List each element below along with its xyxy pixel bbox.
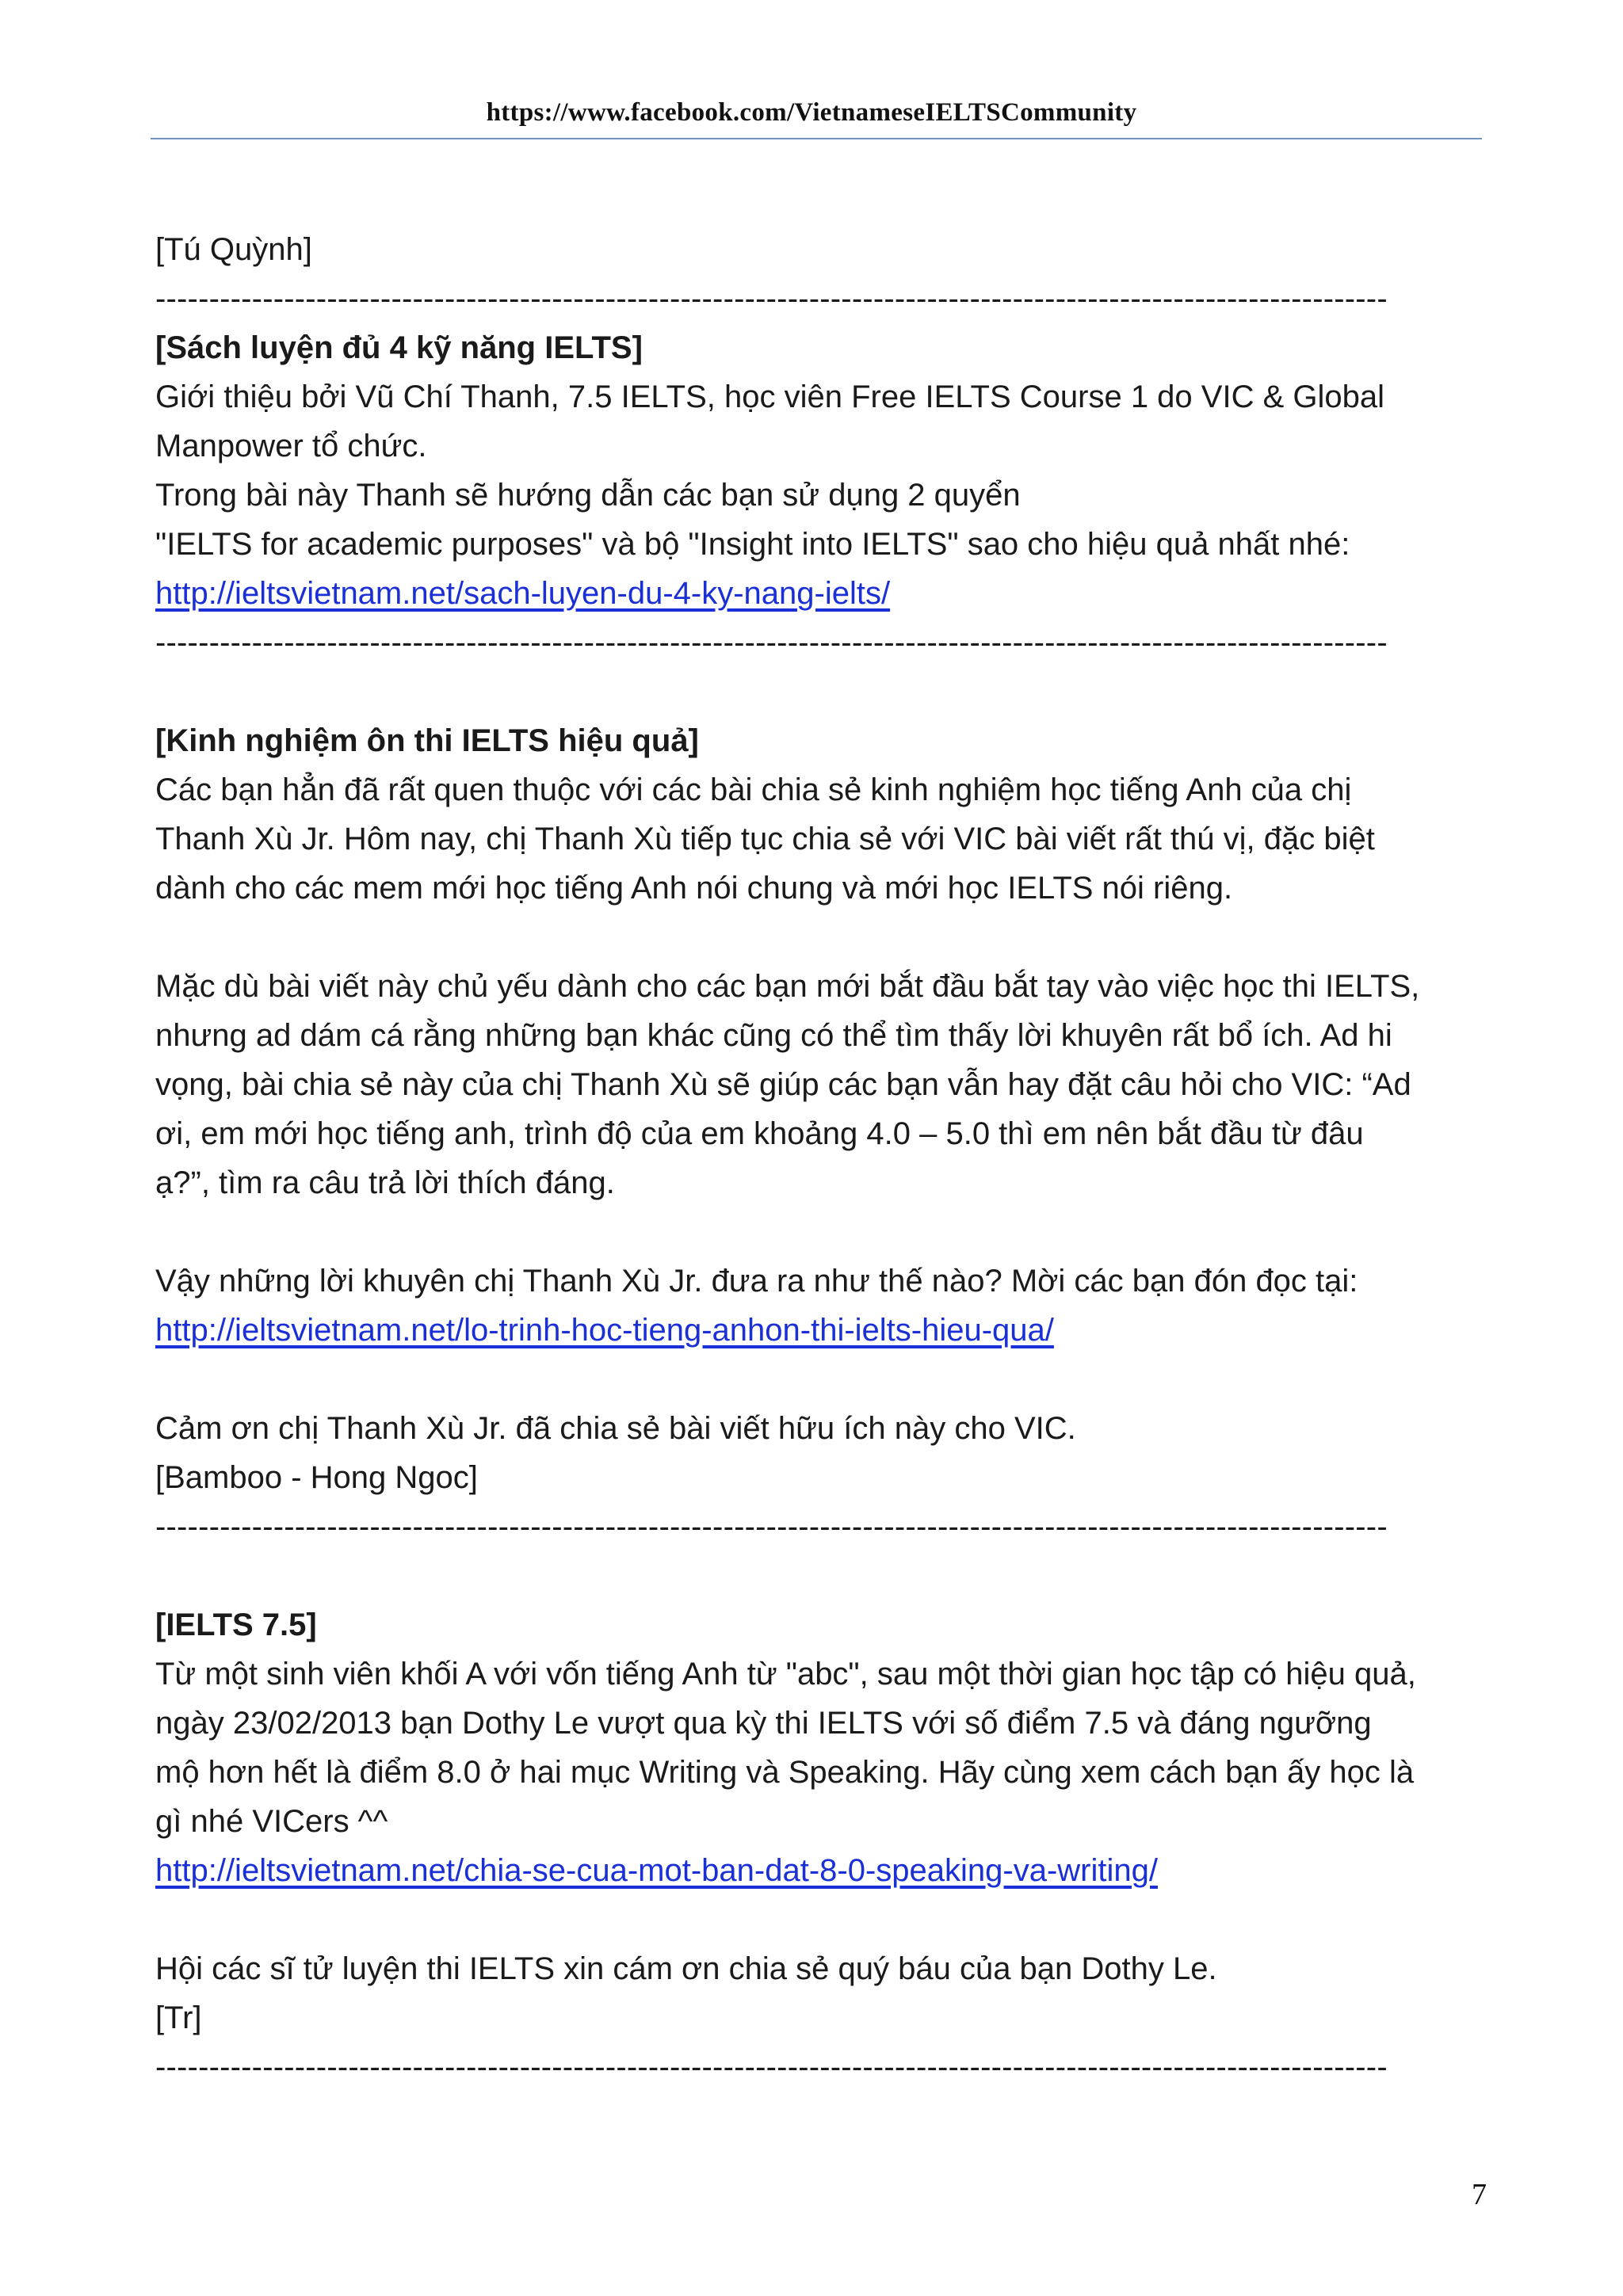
body-line: vọng, bài chia sẻ này của chị Thanh Xù sẽ giúp các bạn vẫn hay đặt câu hỏi cho VIC: “Ad bbox=[155, 1067, 1411, 1102]
document-body bbox=[155, 225, 1471, 2092]
article-link[interactable]: http://ieltsvietnam.net/sach-luyen-du-4-ky-nang-ielts/ bbox=[155, 576, 891, 611]
separator-line: ------------------------------------------------------------------------------------------------------------------- bbox=[155, 281, 1388, 316]
body-line: Cảm ơn chị Thanh Xù Jr. đã chia sẻ bài viết hữu ích này cho VIC. bbox=[155, 1411, 1076, 1446]
body-line: dành cho các mem mới học tiếng Anh nói chung và mới học IELTS nói riêng. bbox=[155, 871, 1233, 906]
body-line: ạ?”, tìm ra câu trả lời thích đáng. bbox=[155, 1165, 615, 1200]
body-line: nhưng ad dám cá rằng những bạn khác cũng có thể tìm thấy lời khuyên rất bổ ích. Ad hi bbox=[155, 1018, 1392, 1053]
spacer bbox=[155, 1207, 1471, 1257]
separator-line: ------------------------------------------------------------------------------------------------------------------- bbox=[155, 625, 1388, 660]
body-line: Thanh Xù Jr. Hôm nay, chị Thanh Xù tiếp tục chia sẻ với VIC bài viết rất thú vị, đặc biệt bbox=[155, 822, 1375, 856]
article-link[interactable]: http://ieltsvietnam.net/chia-se-cua-mot-ban-dat-8-0-speaking-va-writing/ bbox=[155, 1853, 1158, 1888]
section-title: [Sách luyện đủ 4 kỹ năng IELTS] bbox=[155, 330, 643, 365]
author-credit: [Tú Quỳnh] bbox=[155, 232, 312, 267]
body-line: Vậy những lời khuyên chị Thanh Xù Jr. đưa ra như thế nào? Mời các bạn đón đọc tại: bbox=[155, 1264, 1358, 1299]
spacer bbox=[155, 1551, 1471, 1600]
separator-line: ------------------------------------------------------------------------------------------------------------------- bbox=[155, 2050, 1388, 2084]
page-number: 7 bbox=[1472, 2178, 1487, 2211]
section-title: [Kinh nghiệm ôn thi IELTS hiệu quả] bbox=[155, 723, 699, 758]
body-line: ơi, em mới học tiếng anh, trình độ của em khoảng 4.0 – 5.0 thì em nên bắt đầu từ đâu bbox=[155, 1116, 1364, 1151]
header-url: https://www.facebook.com/VietnameseIELTSCommunity bbox=[486, 98, 1137, 127]
body-line: Manpower tổ chức. bbox=[155, 429, 427, 463]
body-line: Giới thiệu bởi Vũ Chí Thanh, 7.5 IELTS, học viên Free IELTS Course 1 do VIC & Global bbox=[155, 379, 1384, 414]
separator-line: ------------------------------------------------------------------------------------------------------------------- bbox=[155, 1509, 1388, 1544]
body-line: "IELTS for academic purposes" và bộ "Insight into IELTS" sao cho hiệu quả nhất nhé: bbox=[155, 527, 1350, 562]
body-line: Trong bài này Thanh sẽ hướng dẫn các bạn sử dụng 2 quyển bbox=[155, 478, 1021, 513]
spacer bbox=[155, 1895, 1471, 1944]
author-credit: [Bamboo - Hong Ngoc] bbox=[155, 1460, 478, 1495]
body-line: mộ hơn hết là điểm 8.0 ở hai mục Writing và Speaking. Hãy cùng xem cách bạn ấy học là bbox=[155, 1755, 1415, 1790]
body-line: ngày 23/02/2013 bạn Dothy Le vượt qua kỳ thi IELTS với số điểm 7.5 và đáng ngưỡng bbox=[155, 1706, 1372, 1741]
header-divider bbox=[151, 138, 1482, 139]
article-link[interactable]: http://ieltsvietnam.net/lo-trinh-hoc-tieng-anhon-thi-ielts-hieu-qua/ bbox=[155, 1313, 1054, 1348]
spacer bbox=[155, 1355, 1471, 1404]
body-line: Các bạn hẳn đã rất quen thuộc với các bài chia sẻ kinh nghiệm học tiếng Anh của chị bbox=[155, 772, 1352, 807]
body-line: Hội các sĩ tử luyện thi IELTS xin cám ơn chia sẻ quý báu của bạn Dothy Le. bbox=[155, 1951, 1217, 1986]
section-title: [IELTS 7.5] bbox=[155, 1608, 317, 1642]
spacer bbox=[155, 913, 1471, 962]
body-line: Từ một sinh viên khối A với vốn tiếng Anh từ "abc", sau một thời gian học tập có hiệu quả, bbox=[155, 1657, 1416, 1691]
body-line: Mặc dù bài viết này chủ yếu dành cho các bạn mới bắt đầu bắt tay vào việc học thi IELTS, bbox=[155, 969, 1420, 1004]
author-credit: [Tr] bbox=[155, 2000, 202, 2035]
body-line: gì nhé VICers ^^ bbox=[155, 1804, 388, 1839]
spacer bbox=[155, 667, 1471, 716]
